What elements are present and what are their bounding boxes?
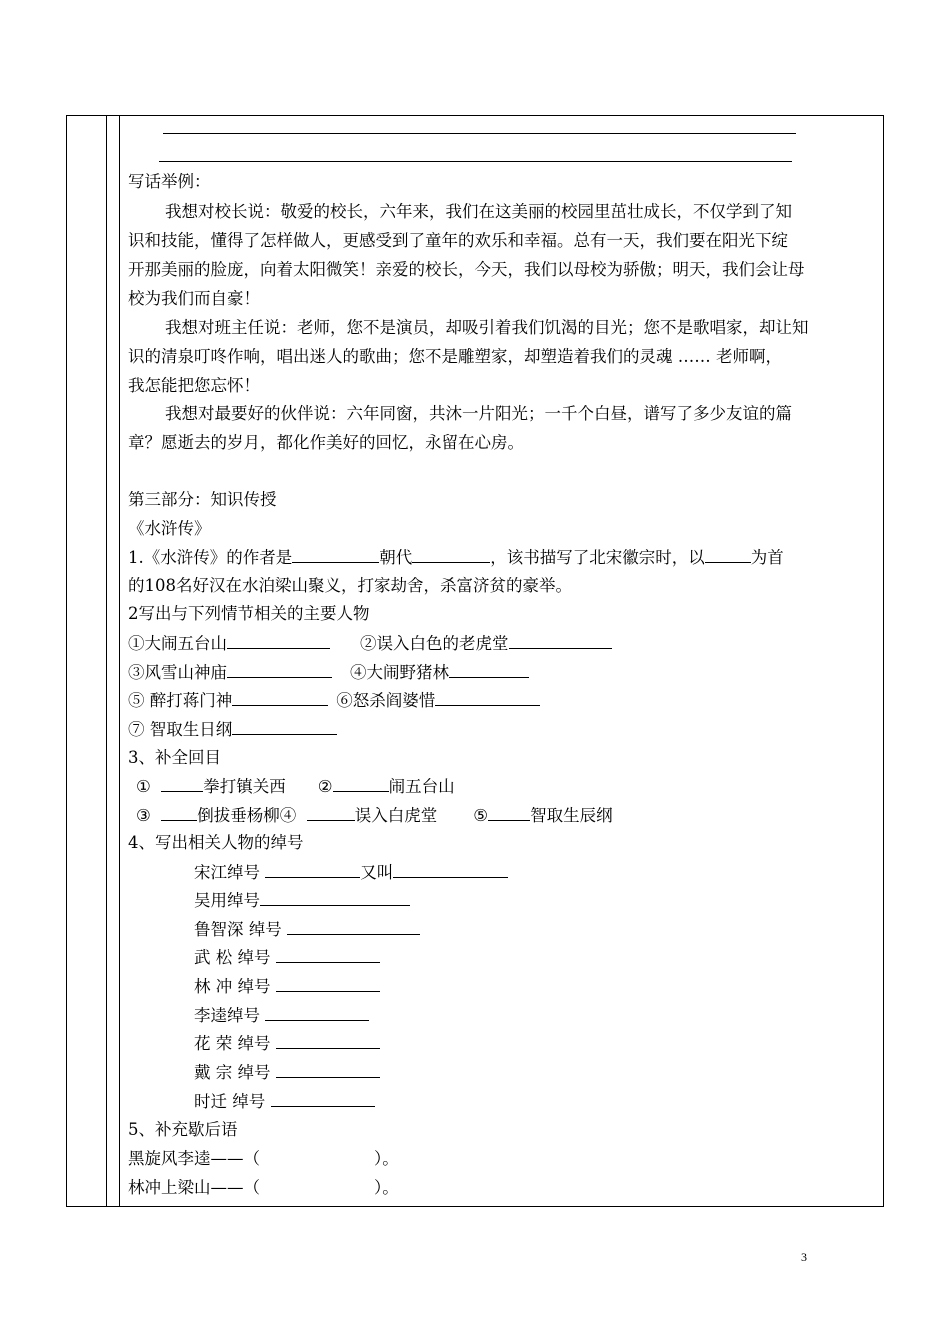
answer-blank[interactable] (292, 547, 379, 563)
question-3-heading: 3、补全回目 (128, 748, 221, 767)
q2-item: ⑦ 智取生日纲 (128, 720, 233, 739)
q2-row (128, 662, 529, 683)
q5-close: ）。 (374, 1149, 399, 1168)
q5-item: 林冲上梁山——（ (128, 1178, 260, 1197)
q1-text: 为首 (750, 548, 784, 567)
paragraph-line: 我怎能把您忘怀！ (128, 376, 260, 395)
answer-blank[interactable] (161, 805, 197, 821)
answer-blank[interactable] (276, 1033, 380, 1049)
q3-item: 拳打镇关西 (203, 777, 286, 796)
q4-row (194, 1062, 380, 1083)
question-1-line-2: 的108名好汉在水泊梁山聚义，打家劫舍，杀富济贫的豪举。 (128, 576, 572, 595)
answer-blank[interactable] (260, 890, 410, 906)
answer-blank[interactable] (161, 776, 203, 792)
table-column-1 (67, 116, 107, 1206)
paragraph-line: 我想对校长说：敬爱的校长，六年来，我们在这美丽的校园里茁壮成长，不仅学到了知 (165, 202, 792, 221)
q4-row (194, 890, 410, 911)
q4-person: 宋江绰号 (194, 863, 260, 882)
answer-blank[interactable] (265, 1005, 369, 1021)
paragraph-line: 章？愿逝去的岁月，都化作美好的回忆，永留在心房。 (128, 433, 524, 452)
answer-blank[interactable] (393, 862, 508, 878)
q3-row (136, 776, 455, 797)
q1-text: 朝代 (379, 548, 413, 567)
q4-person: 李逵绰号 (194, 1006, 260, 1025)
q2-item: ②误入白色的老虎堂 (360, 634, 509, 653)
q3-row (136, 805, 613, 826)
q3-item: ⑤ (473, 806, 489, 825)
question-1 (128, 547, 784, 568)
paragraph-line: 校为我们而自豪！ (128, 289, 260, 308)
answer-blank[interactable] (227, 662, 332, 678)
question-4-heading: 4、写出相关人物的绰号 (128, 833, 304, 852)
blank-line-2 (159, 161, 792, 162)
q4-row (194, 862, 508, 883)
q2-row (128, 719, 337, 740)
answer-blank[interactable] (333, 776, 389, 792)
q4-row (194, 976, 380, 997)
answer-blank[interactable] (232, 690, 328, 706)
q3-item: 误入白虎堂 (354, 806, 438, 825)
answer-blank[interactable] (412, 547, 490, 563)
answer-blank[interactable] (509, 633, 612, 649)
part-heading: 第三部分：知识传授 (128, 490, 277, 509)
answer-blank[interactable] (449, 662, 529, 678)
paragraph-line: 识的清泉叮咚作响，唱出迷人的歌曲；您不是雕塑家，却塑造着我们的灵魂 …… 老师啊， (128, 347, 782, 366)
q4-person: 花 荣 绰号 (194, 1034, 271, 1053)
blank-line-1 (163, 133, 796, 134)
q3-item: ① (136, 777, 151, 796)
q5-close: ）。 (374, 1178, 399, 1197)
answer-blank[interactable] (705, 547, 751, 563)
q4-person: 鲁智深 绰号 (194, 920, 282, 939)
q4-person: 时迁 绰号 (194, 1092, 266, 1111)
question-2-heading: 2写出与下列情节相关的主要人物 (128, 604, 370, 623)
q2-row (128, 633, 612, 654)
q4-person: 林 冲 绰号 (194, 977, 271, 996)
q2-item: ③风雪山神庙 (128, 663, 227, 682)
q4-row (194, 1033, 380, 1054)
answer-blank[interactable] (276, 976, 380, 992)
q2-item: ⑤ 醉打蒋门神 (128, 691, 233, 710)
q5-row (128, 1149, 399, 1169)
q4-person: 武 松 绰号 (194, 948, 271, 967)
paragraph-line: 识和技能，懂得了怎样做人，更感受到了童年的欢乐和幸福。总有一天，我们要在阳光下绽 (128, 231, 788, 250)
q3-item: 闹五台山 (388, 777, 455, 796)
q5-row (128, 1178, 399, 1198)
paragraph-line: 我想对最要好的伙伴说：六年同窗，共沐一片阳光；一千个白昼，谱写了多少友谊的篇 (165, 404, 792, 423)
q5-item: 黑旋风李逵——（ (128, 1149, 260, 1168)
paragraph-line: 我想对班主任说：老师，您不是演员，却吸引着我们饥渴的目光；您不是歌唱家，却让知 (165, 318, 809, 337)
q2-item: ④大闹野猪林 (350, 663, 449, 682)
q4-row (194, 1005, 369, 1026)
q2-item: ⑥怒杀阎婆惜 (336, 691, 436, 710)
answer-blank[interactable] (265, 862, 360, 878)
q3-item: ② (317, 777, 333, 796)
q4-row (194, 947, 380, 968)
q4-also: 又叫 (360, 863, 394, 882)
book-title: 《水浒传》 (128, 519, 211, 538)
q2-row (128, 690, 540, 711)
q4-row (194, 1091, 375, 1112)
example-heading: 写话举例： (128, 172, 211, 191)
q3-item: 智取生辰纲 (530, 806, 613, 825)
q2-item: ①大闹五台山 (128, 634, 227, 653)
question-5-heading: 5、补充歇后语 (128, 1120, 238, 1139)
table-column-2 (107, 116, 120, 1206)
answer-blank[interactable] (227, 633, 330, 649)
q3-item: 倒拔垂杨柳④ (197, 806, 297, 825)
q4-person: 吴用绰号 (194, 891, 260, 910)
page-number: 3 (801, 1250, 807, 1264)
paragraph-line: 开那美丽的脸庞，向着太阳微笑！亲爱的校长，今天，我们以母校为骄傲；明天，我们会让母 (128, 260, 805, 279)
answer-blank[interactable] (435, 690, 540, 706)
answer-blank[interactable] (307, 805, 355, 821)
answer-blank[interactable] (276, 947, 380, 963)
answer-blank[interactable] (232, 719, 337, 735)
answer-blank[interactable] (488, 805, 530, 821)
q4-row (194, 919, 420, 940)
answer-blank[interactable] (271, 1091, 375, 1107)
q4-person: 戴 宗 绰号 (194, 1063, 271, 1082)
q1-text: 1.《水浒传》的作者是 (128, 548, 293, 567)
q3-item: ③ (136, 806, 151, 825)
q1-text: ，该书描写了北宋徽宗时，以 (490, 548, 705, 567)
answer-blank[interactable] (287, 919, 420, 935)
answer-blank[interactable] (276, 1062, 380, 1078)
